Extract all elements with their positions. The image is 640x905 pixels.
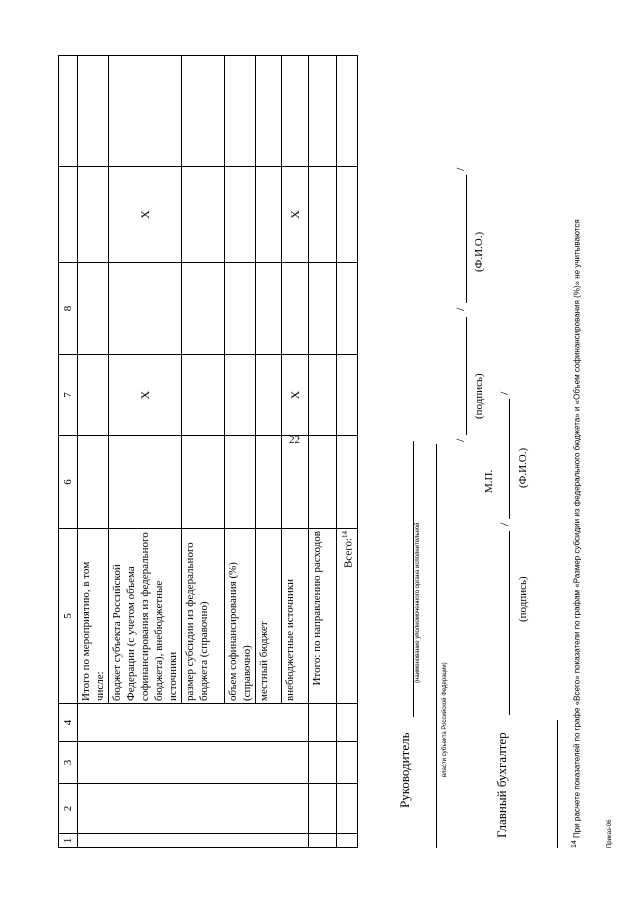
grand-total-label: Всего: xyxy=(342,538,355,569)
row-label: местный бюджет xyxy=(256,529,282,704)
cell-mark: X xyxy=(282,167,309,263)
org-name-line xyxy=(413,441,414,717)
cell-mark xyxy=(256,355,282,436)
table-row-grand-total xyxy=(337,56,358,848)
footnote-marker: 14 xyxy=(571,840,578,848)
row-label: объем софинансирования (%) (справочно) xyxy=(225,529,256,704)
col-header: 5 xyxy=(59,529,78,704)
page-number: 22 xyxy=(289,434,300,446)
cell-mark: X xyxy=(109,167,182,263)
total-direction-label: Итого: по направлению расходов xyxy=(309,529,337,704)
stamp-label: М.П. xyxy=(483,469,495,493)
slash: / xyxy=(453,307,467,311)
cell-mark: X xyxy=(109,355,182,436)
col-header: 1 xyxy=(59,834,78,848)
cell-mark xyxy=(225,167,256,263)
footnote xyxy=(571,219,582,848)
accountant-name-line xyxy=(509,399,510,519)
accountant-signature-line xyxy=(509,531,510,715)
cell-mark xyxy=(225,355,256,436)
org-caption-2: власти субъекта Российской Федерации) xyxy=(442,662,448,777)
col-header: 6 xyxy=(59,436,78,529)
footnote-separator xyxy=(557,720,558,848)
cell-mark xyxy=(256,167,282,263)
slash: / xyxy=(497,522,511,526)
head-signature-caption: (подпись) xyxy=(473,373,485,419)
accountant-label: Главный бухгалтер xyxy=(494,732,509,838)
slash: / xyxy=(453,167,467,171)
head-name-line xyxy=(466,175,467,303)
table-row xyxy=(78,56,109,848)
footnote-text: При расчете показателей по графе «Всего» показатели по графам «Размер субсидии из федерального бюджета» и «Объем софинансирования (%)» не учитываются xyxy=(572,219,582,838)
footnote-ref: 14 xyxy=(341,531,349,538)
org-name-line-2 xyxy=(436,444,437,848)
row-label: размер субсидии из федерального бюджета (справочно) xyxy=(182,529,225,704)
col-header: 4 xyxy=(59,704,78,742)
head-name-caption: (Ф.И.О.) xyxy=(473,231,485,272)
page-code: Приказ-06 xyxy=(607,819,613,848)
col-header: 7 xyxy=(59,355,78,436)
row-label: бюджет субъекта Российской Федерации (с учетом объема софинансирования из федерального бюджета), внебюджетные источники xyxy=(109,529,182,704)
accountant-name-caption: (Ф.И.О.) xyxy=(517,447,529,488)
cell-mark xyxy=(78,355,109,436)
expenditure-table xyxy=(58,55,358,848)
col-header: 2 xyxy=(59,784,78,834)
table-row-total xyxy=(309,56,337,848)
cell-mark xyxy=(78,167,109,263)
cell-mark xyxy=(182,355,225,436)
col-header: 8 xyxy=(59,263,78,355)
accountant-signature-caption: (подпись) xyxy=(517,576,529,622)
head-signature-line xyxy=(466,317,467,435)
org-caption-1: (наименование уполномоченного органа исполнительной xyxy=(415,522,421,683)
head-label: Руководитель xyxy=(397,732,412,808)
row-label: внебюджетные источники xyxy=(282,529,309,704)
cell-mark: X xyxy=(282,355,309,436)
slash: / xyxy=(497,391,511,395)
grand-total-cell xyxy=(337,529,358,704)
table-header-row xyxy=(59,56,78,848)
col-header xyxy=(59,167,78,263)
slash: / xyxy=(453,438,467,442)
col-header xyxy=(59,56,78,167)
row-label: Итого по мероприятию, в том числе: xyxy=(78,529,109,704)
cell-mark xyxy=(182,167,225,263)
col-header: 3 xyxy=(59,742,78,784)
